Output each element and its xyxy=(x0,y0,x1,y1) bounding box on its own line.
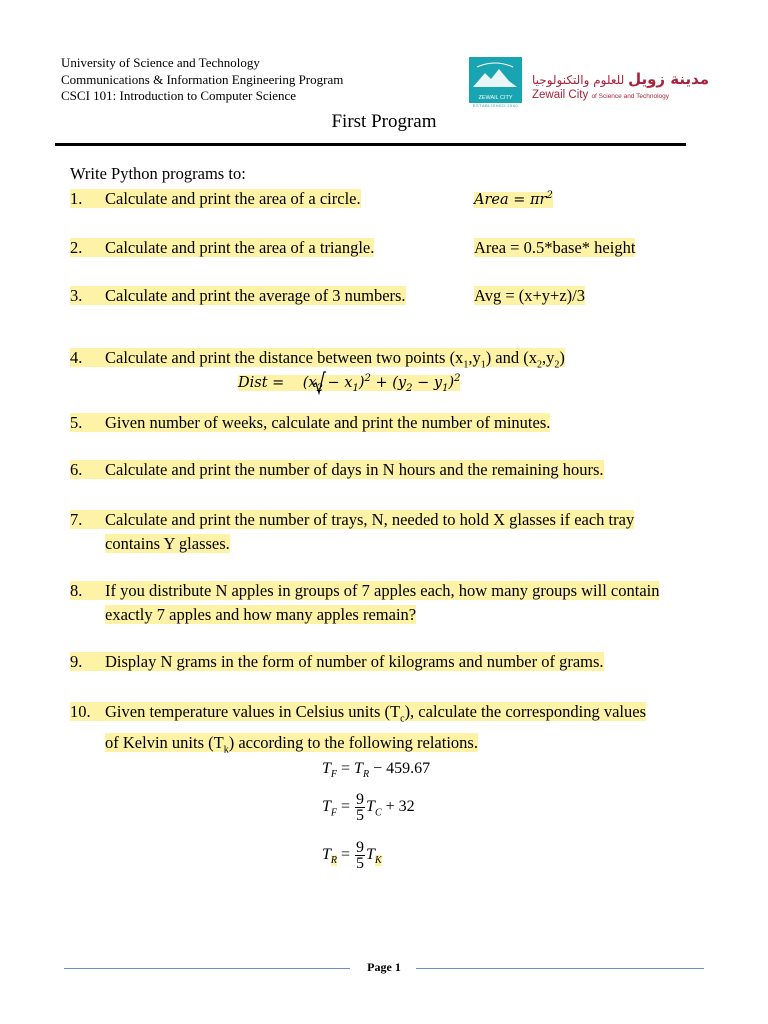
list-item xyxy=(70,187,361,211)
arabic-sub: للعلوم والتكنولوجيا xyxy=(532,73,625,87)
list-item xyxy=(70,458,604,482)
logo-text: ZEWAIL CITY xyxy=(478,95,513,101)
list-item xyxy=(70,700,646,763)
list-item xyxy=(70,508,634,556)
page-title: First Program xyxy=(331,111,437,132)
formula-average: Avg = (x+y+z)/3 xyxy=(474,286,586,305)
university-name: University of Science and Technology xyxy=(61,55,260,70)
course-name: CSCI 101: Introduction to Computer Science xyxy=(61,88,297,103)
item-1-text: 1. Calculate and print the area of a circle. xyxy=(70,189,361,208)
header-divider xyxy=(55,143,686,146)
item-4-text: 4. Calculate and print the distance between two points $(x_1,y_1)$ and $(x_2,y_2)$ xyxy=(70,348,565,371)
document-header xyxy=(61,55,343,105)
equation-tr-tk: $T_R$ = $\frac{9}{5}$ $T_K$ xyxy=(322,839,382,872)
item-8-text: 8. If you distribute N apples in groups of 7 apples each, how many groups will contain xyxy=(70,581,660,600)
list-item xyxy=(70,579,659,627)
list-item xyxy=(70,236,374,260)
item-9-text: 9. Display N grams in the form of number of kilograms and number of grams. xyxy=(70,652,604,671)
equation-tf-tr: $T_F = T_R - 459.67$ xyxy=(322,760,431,781)
list-item xyxy=(70,411,550,435)
item-2-text: 2. Calculate and print the area of a triangle. xyxy=(70,238,375,257)
item-7-continuation: contains Y glasses. xyxy=(105,534,230,553)
item-3-text: 3. Calculate and print the average of 3 numbers. xyxy=(70,286,406,305)
logo-established: ESTABLISHED 2000 xyxy=(472,103,519,108)
item-5-text: 5. Given number of weeks, calculate and print the number of minutes. xyxy=(70,413,551,432)
formula-distance: Dist = $(x_2 - x_1)^2 + (y_2 - y_1)^2$ xyxy=(238,373,461,394)
list-item xyxy=(70,284,406,308)
brand-name xyxy=(532,89,669,101)
item-6-text: 6. Calculate and print the number of days in N hours and the remaining hours. xyxy=(70,460,604,479)
sqrt-icon xyxy=(312,371,326,395)
arabic-brand xyxy=(532,70,709,88)
item-7-text: 7. Calculate and print the number of trays, N, needed to hold X glasses if each tray xyxy=(70,510,635,529)
program-name: Communications & Information Engineering Program xyxy=(61,71,344,87)
arabic-name: مدينة زويل xyxy=(628,70,710,88)
intro-text: Write Python programs to: xyxy=(70,164,246,183)
equation-tf-tc: $T_F$ = $\frac{9}{5}$ $T_C + 32$ xyxy=(322,791,415,824)
list-item xyxy=(70,650,604,674)
formula-area-triangle: Area = 0.5*base* height xyxy=(474,238,636,257)
brand-subtitle: of Science and Technology xyxy=(591,93,670,100)
zewail-logo xyxy=(469,57,522,103)
item-10-continuation: of Kelvin units $(T_k)$ according to the following relations. xyxy=(105,733,478,756)
item-10-text: 10. Given temperature values in Celsius units $(T_c)$, calculate the corresponding values xyxy=(70,702,647,725)
page-number: Page 1 xyxy=(367,960,401,974)
formula-area-circle: Area = $\pi r^2$ xyxy=(474,190,553,208)
brand-title: Zewail City xyxy=(532,89,589,101)
item-8-continuation: exactly 7 apples and how many apples remain? xyxy=(105,605,417,624)
